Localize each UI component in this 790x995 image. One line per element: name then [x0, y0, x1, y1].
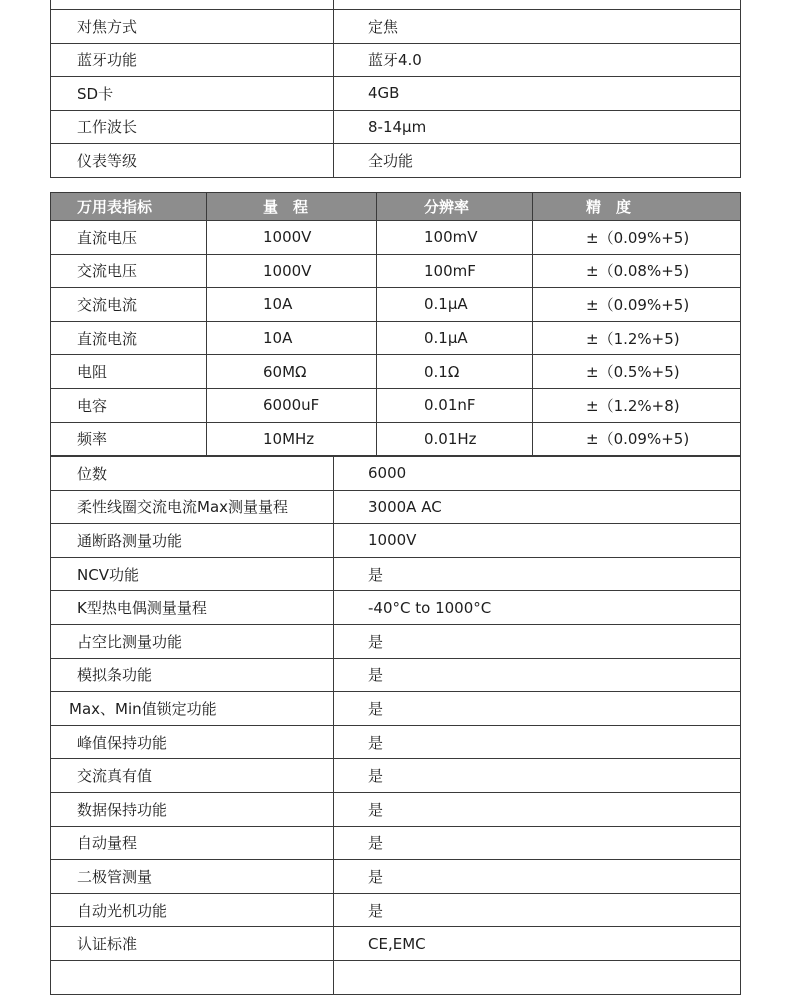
spec-label: NCV功能 — [51, 557, 334, 591]
spec-value: 是 — [334, 658, 741, 692]
metric-range: 10A — [207, 321, 377, 355]
table-row — [51, 759, 741, 793]
spec-label: 工作波长 — [51, 110, 334, 144]
spec-label: Max、Min值锁定功能 — [51, 692, 334, 726]
multimeter-spec-table — [50, 192, 741, 456]
table-row — [51, 355, 741, 389]
table-row — [51, 826, 741, 860]
spec-value: 是 — [334, 893, 741, 927]
spec-label: 二极管测量 — [51, 860, 334, 894]
metric-resolution: 0.1μA — [377, 321, 533, 355]
metric-resolution: 0.1μA — [377, 288, 533, 322]
table-row — [51, 893, 741, 927]
column-header: 量 程 — [207, 193, 377, 221]
table-row — [51, 388, 741, 422]
column-header: 精 度 — [533, 193, 741, 221]
spec-label: 位数 — [51, 457, 334, 491]
metric-accuracy: ±（0.08%+5) — [533, 254, 741, 288]
metric-accuracy: ±（0.5%+5) — [533, 355, 741, 389]
metric-range: 60MΩ — [207, 355, 377, 389]
spec-value: 是 — [334, 692, 741, 726]
table-row — [51, 457, 741, 491]
table-row — [51, 490, 741, 524]
metric-resolution: 0.01nF — [377, 388, 533, 422]
table-row — [51, 144, 741, 178]
metric-name: 电阻 — [51, 355, 207, 389]
table-row — [51, 960, 741, 994]
spec-value: 是 — [334, 826, 741, 860]
metric-accuracy: ±（0.09%+5) — [533, 422, 741, 456]
spec-value: 是 — [334, 792, 741, 826]
table-row — [51, 725, 741, 759]
metric-resolution: 0.01Hz — [377, 422, 533, 456]
spec-value: 全功能 — [334, 144, 741, 178]
spec-label: 数据保持功能 — [51, 792, 334, 826]
column-header: 万用表指标 — [51, 193, 207, 221]
metric-range: 1000V — [207, 221, 377, 255]
feature-spec-table — [50, 456, 741, 995]
table-row — [51, 524, 741, 558]
metric-resolution: 100mV — [377, 221, 533, 255]
spec-value: 是 — [334, 624, 741, 658]
spec-label: 通断路测量功能 — [51, 524, 334, 558]
spec-label: 柔性线圈交流电流Max测量量程 — [51, 490, 334, 524]
spec-label: 峰值保持功能 — [51, 725, 334, 759]
spec-label — [51, 960, 334, 994]
spec-value: 是 — [334, 725, 741, 759]
spec-label: SD卡 — [51, 77, 334, 111]
metric-name: 电容 — [51, 388, 207, 422]
spec-value: 定焦 — [334, 10, 741, 44]
table-row — [51, 860, 741, 894]
table-row — [51, 77, 741, 111]
spec-label: 占空比测量功能 — [51, 624, 334, 658]
spec-label: 交流真有值 — [51, 759, 334, 793]
table-row — [51, 254, 741, 288]
metric-name: 直流电压 — [51, 221, 207, 255]
table-row — [51, 422, 741, 456]
metric-accuracy: ±（1.2%+5) — [533, 321, 741, 355]
metric-name: 交流电压 — [51, 254, 207, 288]
metric-accuracy: ±（1.2%+8) — [533, 388, 741, 422]
spec-value — [334, 0, 741, 10]
table-row — [51, 221, 741, 255]
spec-value: 6000 — [334, 457, 741, 491]
spec-label: 对焦方式 — [51, 10, 334, 44]
metric-accuracy: ±（0.09%+5) — [533, 221, 741, 255]
spec-value: 蓝牙4.0 — [334, 43, 741, 77]
spec-value — [334, 960, 741, 994]
metric-resolution: 100mF — [377, 254, 533, 288]
table-row — [51, 591, 741, 625]
table-row — [51, 792, 741, 826]
table-row — [51, 557, 741, 591]
metric-name: 频率 — [51, 422, 207, 456]
metric-resolution: 0.1Ω — [377, 355, 533, 389]
metric-name: 交流电流 — [51, 288, 207, 322]
spec-label: 蓝牙功能 — [51, 43, 334, 77]
table-row — [51, 321, 741, 355]
spec-label: 自动量程 — [51, 826, 334, 860]
spec-label: 认证标准 — [51, 927, 334, 961]
spec-value: 8-14μm — [334, 110, 741, 144]
spec-label: 自动光机功能 — [51, 893, 334, 927]
metric-accuracy: ±（0.09%+5) — [533, 288, 741, 322]
metric-range: 10A — [207, 288, 377, 322]
table-row — [51, 110, 741, 144]
spec-value: 3000A AC — [334, 490, 741, 524]
spec-value: 1000V — [334, 524, 741, 558]
spec-value: 是 — [334, 759, 741, 793]
metric-range: 1000V — [207, 254, 377, 288]
spec-value: 是 — [334, 557, 741, 591]
metric-range: 6000uF — [207, 388, 377, 422]
spec-value: 是 — [334, 860, 741, 894]
spec-value: -40°C to 1000°C — [334, 591, 741, 625]
table-row — [51, 692, 741, 726]
table-row — [51, 288, 741, 322]
spec-label — [51, 0, 334, 10]
spec-value: 4GB — [334, 77, 741, 111]
column-header: 分辨率 — [377, 193, 533, 221]
spec-value: CE,EMC — [334, 927, 741, 961]
metric-name: 直流电流 — [51, 321, 207, 355]
table-row — [51, 624, 741, 658]
spec-label: 仪表等级 — [51, 144, 334, 178]
metric-range: 10MHz — [207, 422, 377, 456]
basic-spec-table — [50, 0, 741, 178]
table-row — [51, 43, 741, 77]
table-row — [51, 10, 741, 44]
table-row — [51, 658, 741, 692]
table-row — [51, 927, 741, 961]
spec-label: K型热电偶测量量程 — [51, 591, 334, 625]
table-header-row — [51, 193, 741, 221]
table-row — [51, 0, 741, 10]
spec-label: 模拟条功能 — [51, 658, 334, 692]
